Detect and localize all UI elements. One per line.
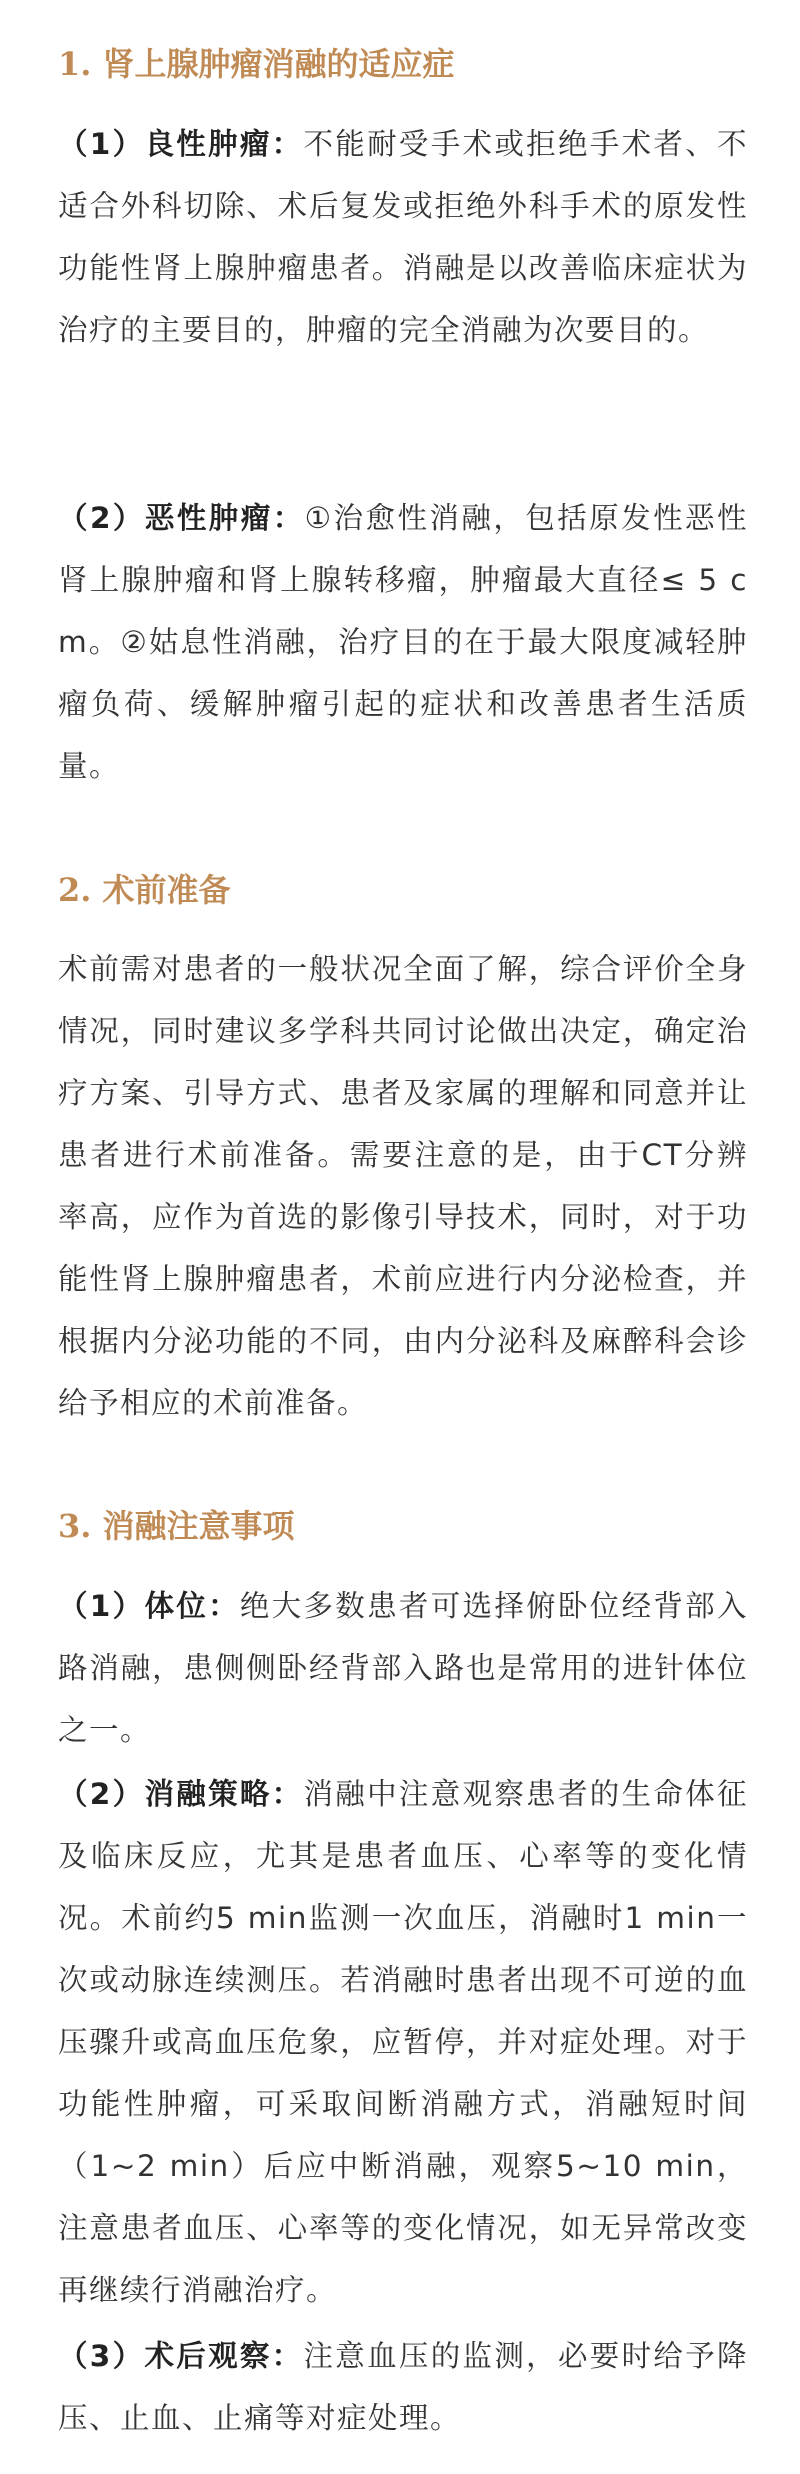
item-label: （1）体位： xyxy=(58,1589,240,1623)
section-2-paragraph: 术前需对患者的一般状况全面了解，综合评价全身情况，同时建议多学科共同讨论做出决定，确定治疗方案、引导方式、患者及家属的理解和同意并让患者进行术前准备。需要注意的是，由于CT分辨率高，应作为首选的影像引导技术，同时，对于功能性肾上腺肿瘤患者，术前应进行内分泌检查，并根据内分泌功能的不同，由内分泌科及麻醉科会诊给予相应的术前准备。 xyxy=(58,952,748,1420)
item-text: 不能耐受手术或拒绝手术者、不适合外科切除、术后复发或拒绝外科手术的原发性功能性肾上腺肿瘤患者。消融是以改善临床症状为治疗的主要目的，肿瘤的完全消融为次要目的。 xyxy=(58,127,748,347)
section-3-item-1 xyxy=(58,1575,748,1761)
section-2-heading: 2. 术前准备 xyxy=(58,871,231,909)
section-3-heading: 3. 消融注意事项 xyxy=(58,1507,295,1545)
item-label: （3）术后观察： xyxy=(58,2339,304,2373)
item-text: 绝大多数患者可选择俯卧位经背部入路消融，患侧侧卧经背部入路也是常用的进针体位之一。 xyxy=(58,1589,748,1747)
item-text: ①治愈性消融，包括原发性恶性肾上腺肿瘤和肾上腺转移瘤，肿瘤最大直径≤ 5 cm。②姑息性消融，治疗目的在于最大限度减轻肿瘤负荷、缓解肿瘤引起的症状和改善患者生活质量。 xyxy=(58,501,748,783)
section-1-item-1 xyxy=(58,113,748,361)
section-1-heading: 1. 肾上腺肿瘤消融的适应症 xyxy=(58,45,455,83)
section-3-item-3 xyxy=(58,2325,748,2449)
section-3-item-2 xyxy=(58,1763,748,2321)
item-text: 消融中注意观察患者的生命体征及临床反应，尤其是患者血压、心率等的变化情况。术前约5 min监测一次血压，消融时1 min一次或动脉连续测压。若消融时患者出现不可逆的血压骤升或高血压危象，应暂停，并对症处理。对于功能性肿瘤，可采取间断消融方式，消融短时间（1~2 min）后应中断消融，观察5~10 min，注意患者血压、心率等的变化情况，如无异常改变再继续行消融治疗。 xyxy=(58,1777,748,2307)
section-1-item-2 xyxy=(58,487,748,797)
item-label: （2）消融策略： xyxy=(58,1777,304,1811)
item-text: 注意血压的监测，必要时给予降压、止血、止痛等对症处理。 xyxy=(58,2339,748,2435)
item-label: （2）恶性肿瘤： xyxy=(58,501,305,535)
item-label: （1）良性肿瘤： xyxy=(58,127,304,161)
